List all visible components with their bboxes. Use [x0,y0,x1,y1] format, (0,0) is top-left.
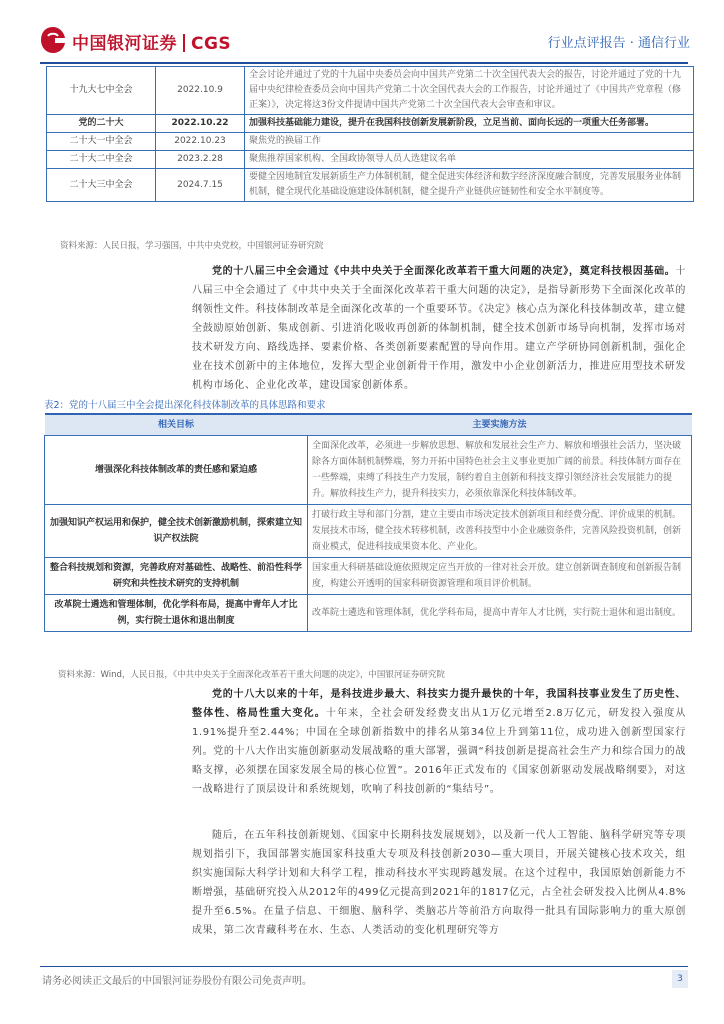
meeting-name: 二十大三中全会 [47,169,156,202]
reform-row [45,558,692,595]
reform-table [44,413,692,632]
meeting-desc: 聚焦推荐国家机构、全国政协领导人员人选建议名单 [245,151,694,169]
meeting-desc: 全会讨论并通过了党的十九届中央委员会向中国共产党第二十次全国代表大会的报告，讨论并通过了党的十九届中央纪律检查委员会向中国共产党第二十次全国代表大会的工作报告，讨论并通过了《中国共产党章程（修正案）》，决定将这3份文件提请中国共产党第二十次全国代表大会审查和审议。 [245,67,694,115]
table1-source: 资料来源：人民日报，学习强国，中共中央党校，中国银河证券研究院 [60,241,324,251]
meeting-row [47,169,694,202]
reform-method: 全面深化改革，必须进一步解放思想、解放和发展社会生产力、解放和增强社会活力，坚决破除各方面体制机制弊端，努力开拓中国特色社会主义事业更加广阔的前景。科技体制方面存在一些弊端，束缚了科技生产力发展，制约着自主创新和科技支撑引领经济社会发展能力的提升。解放科技生产力，提升科技实力，必须依靠深化科技体制改革。 [308,436,692,505]
table2-title: 表2：党的十八届三中全会提出深化科技体制改革的具体思路和要求 [44,400,326,411]
reform-goal: 整合科技规划和资源，完善政府对基础性、战略性、前沿性科学研究和共性技术研究的支持机制 [45,558,308,595]
brand-logo-icon [40,26,66,54]
meeting-name: 二十大二中全会 [47,151,156,169]
table2-source: 资料来源：Wind，人民日报，《中共中央关于全面深化改革若干重大问题的决定》，中国银河证券研究院 [58,670,445,680]
brand-name: 中国银河证券 CGS [72,34,232,54]
meeting-name: 十九大七中全会 [47,67,156,115]
meeting-row [47,151,694,169]
meeting-row [47,67,694,115]
meeting-name: 二十大一中全会 [47,133,156,151]
reform-goal: 加强知识产权运用和保护，健全技术创新激励机制，探索建立知识产权法院 [45,505,308,558]
reform-method: 打破行政主导和部门分割，建立主要由市场决定技术创新项目和经费分配、评价成果的机制。发展技术市场，健全技术转移机制，改善科技型中小企业融资条件，完善风险投资机制，创新商业模式，促进科技成果资本化、产业化。 [308,505,692,558]
reform-method: 改革院士遴选和管理体制，优化学科布局，提高中青年人才比例，实行院士退休和退出制度。 [308,595,692,632]
meeting-desc: 加强科技基础能力建设，提升在我国科技创新发展新阶段，立足当前、面向长远的一项重大任务部署。 [245,115,694,133]
meeting-date: 2022.10.9 [156,67,245,115]
page-number: 3 [672,970,688,988]
paragraph-1: 党的十八届三中全会通过《中共中央关于全面深化改革若干重大问题的决定》，奠定科技根因基础。十八届三中全会通过了《中共中央关于全面深化改革若干重大问题的决定》，是指导新形势下全面深化改革的纲领性文件。科技体制改革是全面深化改革的一个重要环节。《决定》核心点为深化科技体制改革，建立健全鼓励原始创新、集成创新、引进消化吸收再创新的体制机制，健全技术创新市场导向机制，发挥市场对技术研发方向、路线选择、要素价格、各类创新要素配置的导向作用。建立产学研协同创新机制，强化企业在技术创新中的主体地位，发挥大型企业创新骨干作用，激发中小企业创新活力，推进应用型技术研发机构市场化、企业化改革，建设国家创新体系。 [192,266,686,391]
table2-header-goal: 相关目标 [45,414,308,436]
meeting-date: 2024.7.15 [156,169,245,202]
meeting-row [47,115,694,133]
reform-method: 国家重大科研基础设施依照规定应当开放的一律对社会开放。建立创新调查制度和创新报告制度，构建公开透明的国家科研资源管理和项目评价机制。 [308,558,692,595]
reform-goal: 改革院士遴选和管理体制，优化学科布局，提高中青年人才比例，实行院士退休和退出制度 [45,595,308,632]
report-type: 行业点评报告 · 通信行业 [547,36,690,51]
meeting-name: 党的二十大 [47,115,156,133]
reform-row [45,505,692,558]
meeting-desc: 要健全因地制宜发展新质生产力体制机制，健全促进实体经济和数字经济深度融合制度，完善发展服务业体制机制，健全现代化基础设施建设体制机制，健全提升产业链供应链韧性和安全水平制度等。 [245,169,694,202]
reform-row [45,436,692,505]
meeting-date: 2022.10.22 [156,115,245,133]
footer-disclaimer: 请务必阅读正文最后的中国银河证券股份有限公司免责声明。 [42,976,312,987]
meeting-date: 2023.2.28 [156,151,245,169]
reform-row [45,595,692,632]
meeting-desc: 聚焦党的换届工作 [245,133,694,151]
meeting-row [47,133,694,151]
footer-divider [40,966,688,967]
table2-header-method: 主要实施方法 [308,414,692,436]
paragraph-2: 党的十八大以来的十年，是科技进步最大、科技实力提升最快的十年，我国科技事业发生了历史性、整体性、格局性重大变化。十年来，全社会研发经费支出从1万亿元增至2.8万亿元，研发投入强度从1.91%提升至2.44%；中国在全球创新指数中的排名从第34位上升到第11位，成功进入创新型国家行列。党的十八大作出实施创新驱动发展战略的重大部署，强调“科技创新是提高社会生产力和综合国力的战略支撑，必须摆在国家发展全局的核心位置”。2016年正式发布的《国家创新驱动发展战略纲要》，对这一战略进行了顶层设计和系统规划，吹响了科技创新的“集结号”。 [192,689,686,795]
meetings-table [46,66,694,202]
reform-goal: 增强深化科技体制改革的责任感和紧迫感 [45,436,308,505]
header-divider [40,62,688,64]
meeting-date: 2022.10.23 [156,133,245,151]
paragraph-3: 随后，在五年科技创新规划、《国家中长期科技发展规划》，以及新一代人工智能、脑科学研究等专项规划指引下，我国部署实施国家科技重大专项及科技创新2030—重大项目，开展关键核心技术攻关，组织实施国际大科学计划和大科学工程，推动科技水平实现跨越发展。在这个过程中，我国原始创新能力不断增强，基础研究投入从2012年的499亿元提高到2021年的1817亿元，占全社会研发投入比例从4.8%提升至6.5%。在量子信息、干细胞、脑科学、类脑芯片等前沿方向取得一批具有国际影响力的重大原创成果，第二次青藏科考在水、生态、人类活动的变化机理研究等方 [192,830,686,936]
